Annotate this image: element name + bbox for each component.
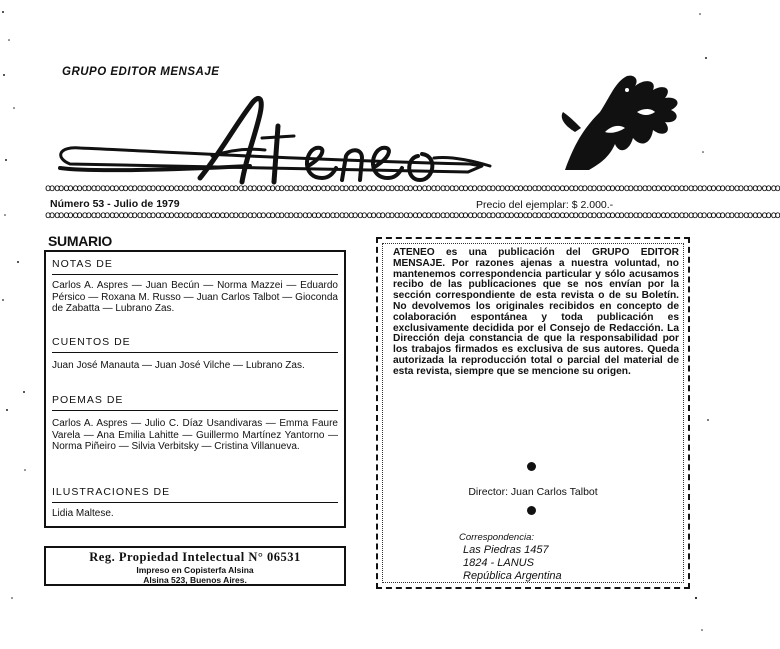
section-heading-ilustraciones: ILUSTRACIONES DE: [52, 486, 171, 498]
notice-inner-frame: [382, 243, 684, 583]
decorative-chain-border-bottom: ꝏꝏꝏꝏꝏꝏꝏꝏꝏꝏꝏꝏꝏꝏꝏꝏꝏꝏꝏꝏꝏꝏꝏꝏꝏꝏꝏꝏꝏꝏꝏꝏꝏꝏꝏꝏꝏꝏꝏꝏꝏꝏꝏꝏꝏꝏꝏꝏꝏꝏꝏꝏꝏꝏꝏꝏꝏꝏꝏꝏꝏꝏꝏꝏꝏꝏꝏꝏꝏꝏꝏꝏꝏꝏꝏꝏꝏꝏꝏꝏ: [45, 210, 780, 221]
issue-price: Precio del ejemplar: $ 2.000.-: [476, 199, 614, 211]
address-city: 1824 - LANUS: [463, 557, 534, 569]
printer-address: Alsina 523, Buenos Aires.: [143, 575, 247, 585]
director-credit: Director: Juan Carlos Talbot: [468, 486, 598, 498]
bullet-dot: [527, 506, 536, 515]
publisher-name: GRUPO EDITOR MENSAJE: [62, 66, 220, 78]
section-divider: [52, 352, 338, 353]
correspondence-label: Correspondencia:: [459, 532, 534, 543]
section-text-notas: Carlos A. Aspres — Juan Becún — Norma Mazzei — Eduardo Pérsico — Roxana M. Russo — Juan Carlos Talbot — Gioconda de Zabatta — Lubrano Zas.: [52, 280, 338, 314]
bullet-dot: [527, 462, 536, 471]
sumario-box: [44, 250, 346, 528]
issue-number: Número 53 - Julio de 1979: [50, 198, 180, 210]
ateneo-masthead-logo: [50, 86, 540, 196]
publication-notice-box: [376, 237, 690, 589]
registration-number: Reg. Propiedad Intelectual N° 06531: [89, 550, 301, 564]
section-divider: [52, 274, 338, 275]
section-divider: [52, 410, 338, 411]
address-street: Las Piedras 1457: [463, 544, 549, 556]
section-heading-cuentos: CUENTOS DE: [52, 336, 131, 348]
printer-name: Impreso en Copisterfa Alsina: [136, 565, 254, 575]
section-heading-notas: NOTAS DE: [52, 258, 113, 270]
decorative-chain-border-top: ꝏꝏꝏꝏꝏꝏꝏꝏꝏꝏꝏꝏꝏꝏꝏꝏꝏꝏꝏꝏꝏꝏꝏꝏꝏꝏꝏꝏꝏꝏꝏꝏꝏꝏꝏꝏꝏꝏꝏꝏꝏꝏꝏꝏꝏꝏꝏꝏꝏꝏꝏꝏꝏꝏꝏꝏꝏꝏꝏꝏꝏꝏꝏꝏꝏꝏꝏꝏꝏꝏꝏꝏꝏꝏꝏꝏꝏꝏꝏꝏ: [45, 183, 780, 194]
bird-illustration: [555, 72, 690, 172]
section-text-poemas: Carlos A. Aspres — Julio C. Díaz Usandivaras — Emma Faure Varela — Ana Emilia Lahitte — Guillermo Martínez Yantorno — Norma Piñeiro — Silvia Verbitsky — Cristina Villanueva.: [52, 418, 338, 452]
section-divider: [52, 502, 338, 503]
publication-notice-text: ATENEO es una publicación del GRUPO EDITOR MENSAJE. Por razones ajenas a nuestra voluntad, no mantenemos correspondencia particular y sólo acusamos recibo de las publicaciones que se nos envían por la sección correspondiente de esta revista o de su Boletín. No devolvemos los originales recibidos en concepto de colaboración espontánea y toda publicación es exclusivamente decidida por el Consejo de Redacción. La Dirección deja constancia de que la responsabilidad por los trabajos firmados es exclusiva de sus autores. Queda autorizada la reproducción total o parcial del material de esta revista, siempre que se mencione su origen.: [393, 247, 679, 377]
section-text-cuentos: Juan José Manauta — Juan José Vilche — Lubrano Zas.: [52, 360, 305, 371]
address-country: República Argentina: [463, 570, 562, 582]
section-heading-poemas: POEMAS DE: [52, 394, 124, 406]
sumario-title: SUMARIO: [48, 233, 113, 249]
section-text-ilustraciones: Lidia Maltese.: [52, 508, 114, 519]
registration-box: [44, 546, 346, 586]
